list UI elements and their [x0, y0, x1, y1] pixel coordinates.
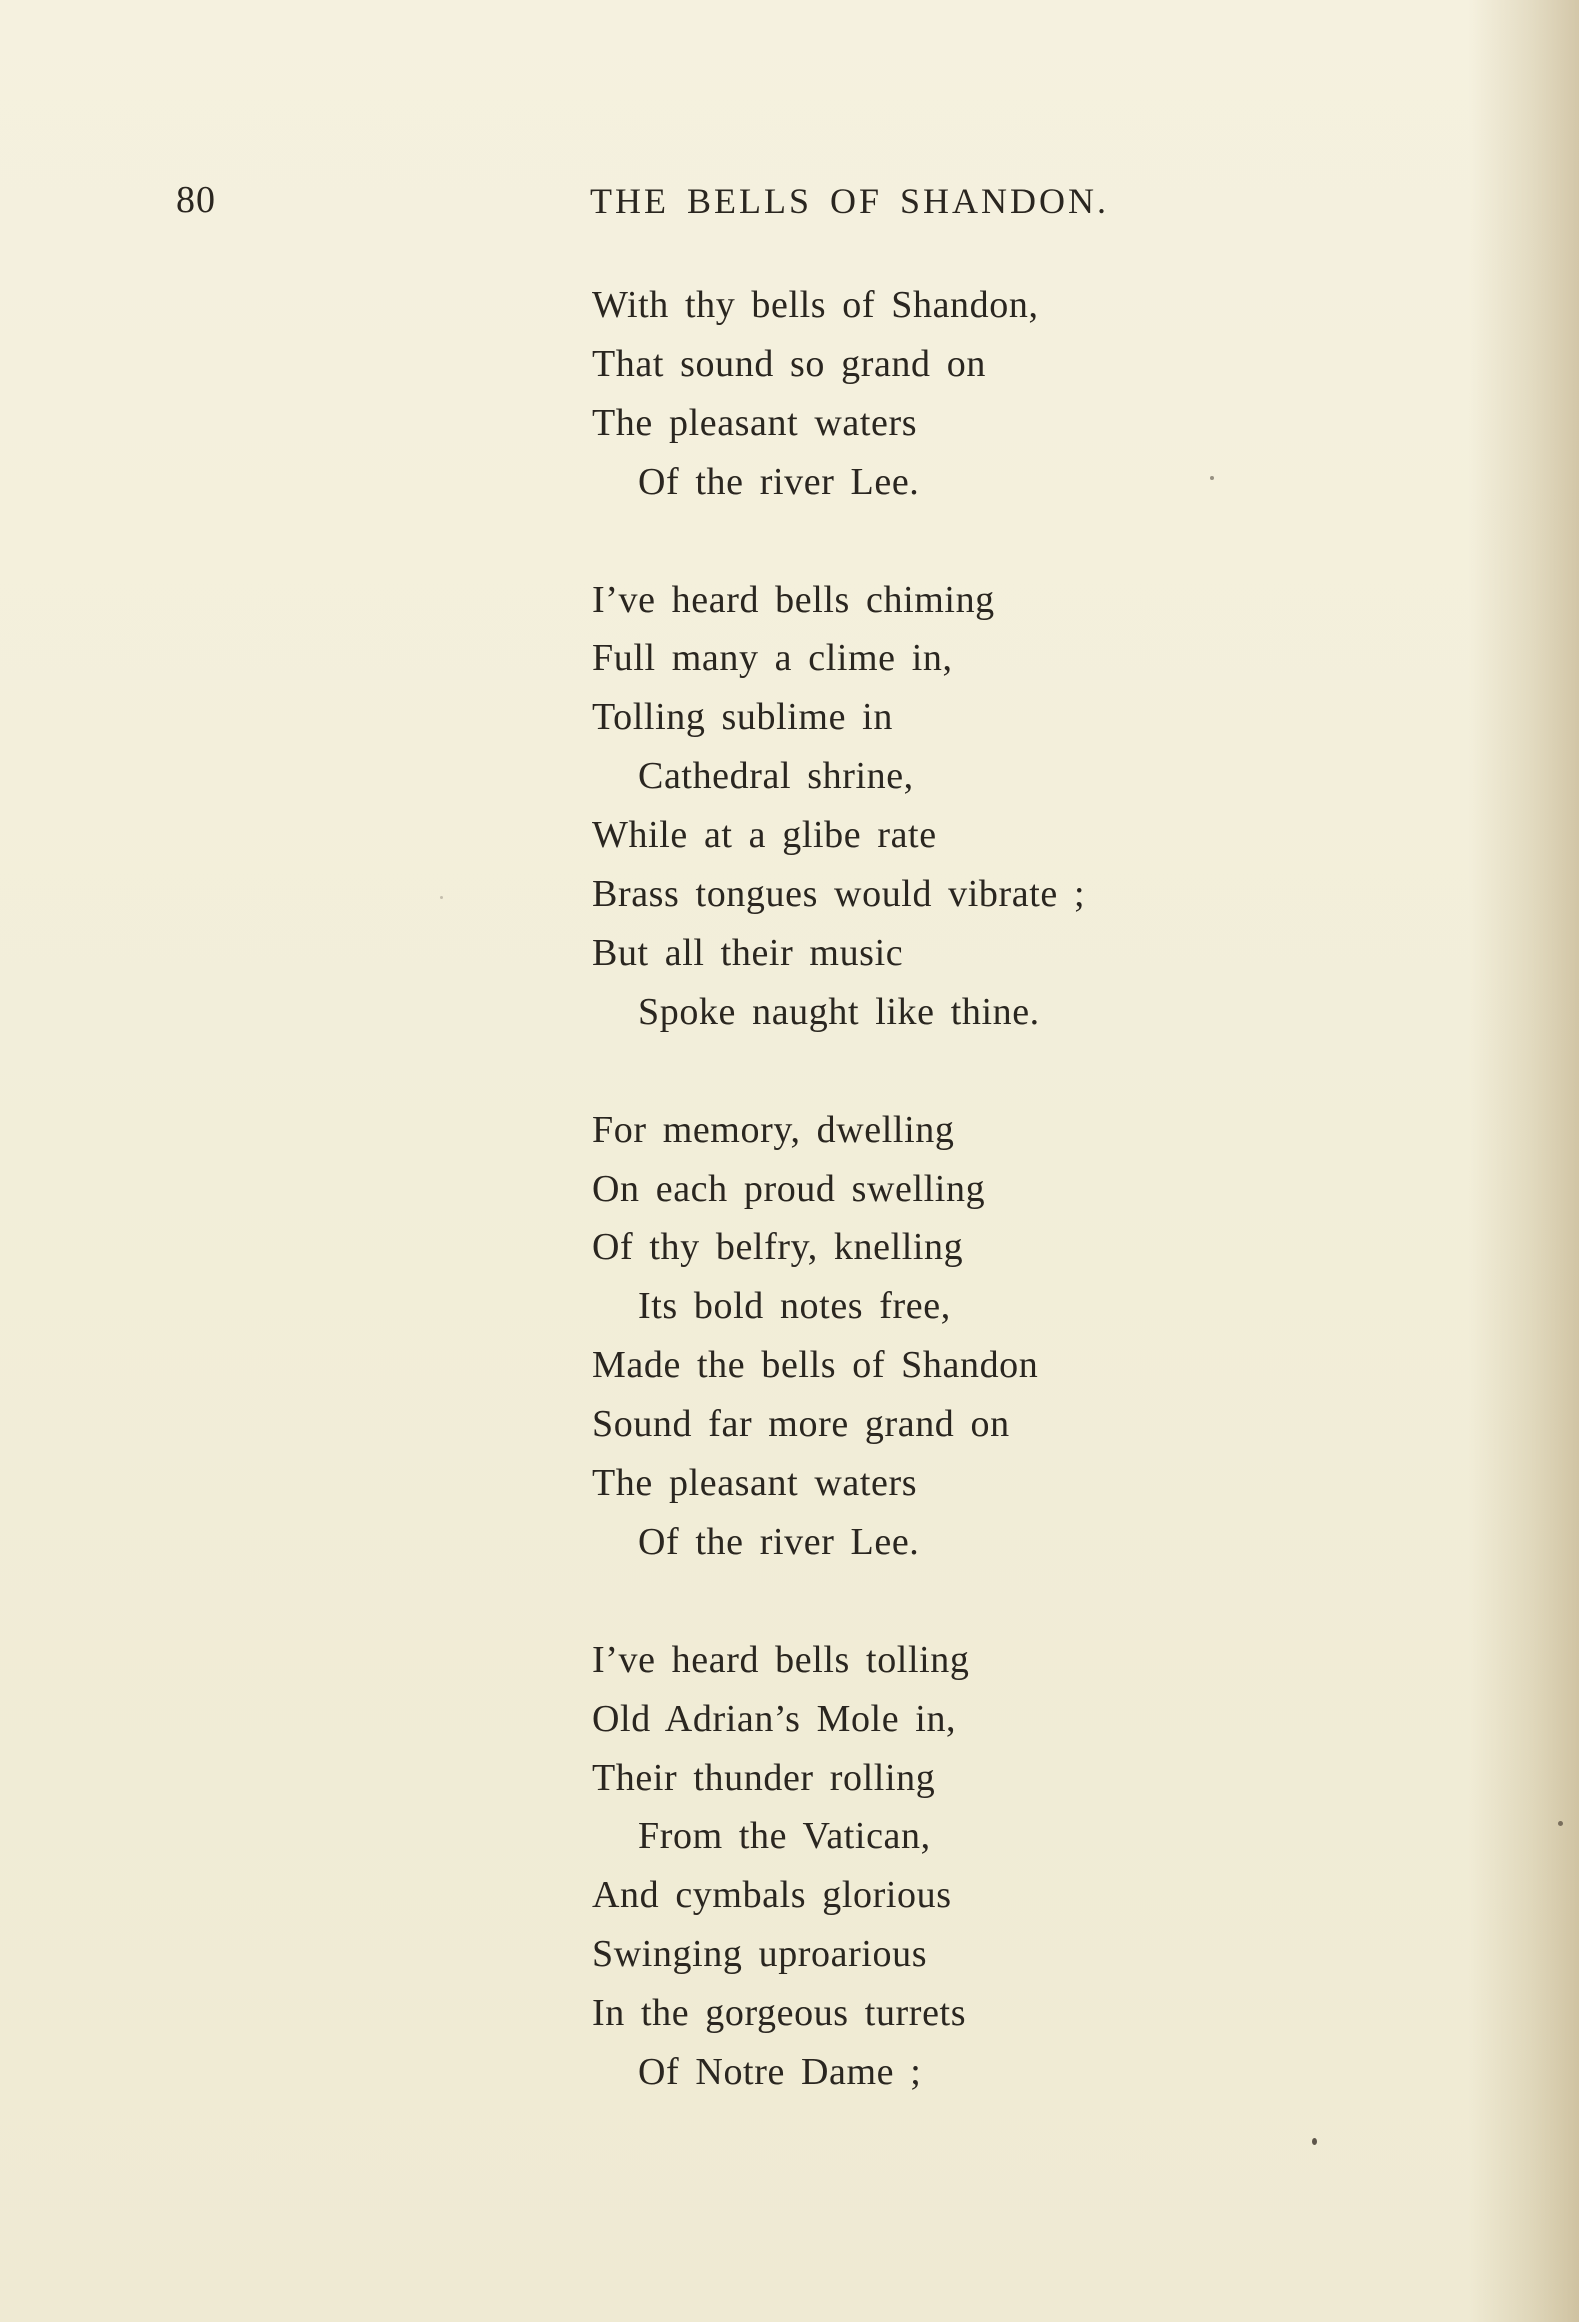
poem-line: In the gorgeous turrets — [592, 1992, 967, 2035]
poem-line: Brass tongues would vibrate ; — [592, 873, 1086, 916]
poem-line: The pleasant waters — [592, 1462, 918, 1505]
ink-speck — [1210, 476, 1214, 480]
poem-line: Made the bells of Shandon — [592, 1344, 1039, 1387]
poem-line: Cathedral shrine, — [638, 755, 914, 798]
stanza — [592, 1631, 1312, 2102]
poem-line: For memory, dwelling — [592, 1108, 955, 1151]
stanza — [592, 276, 1312, 512]
poem-line: Its bold notes free, — [638, 1285, 951, 1328]
poem-line: The pleasant waters — [592, 401, 918, 444]
stanza — [592, 571, 1312, 1042]
poem-line: Their thunder rolling — [592, 1756, 936, 1799]
poem-line: I’ve heard bells chiming — [592, 578, 995, 621]
running-title: THE BELLS OF SHANDON. — [590, 181, 1110, 221]
poem-line: Old Adrian’s Mole in, — [592, 1697, 957, 1740]
poem-line: Of the river Lee. — [638, 460, 920, 503]
poem-line: Tolling sublime in — [592, 696, 893, 739]
poem-line: From the Vatican, — [638, 1815, 931, 1858]
poem-line: Of thy belfry, knelling — [592, 1226, 964, 1269]
poem-line: On each proud swelling — [592, 1167, 986, 1210]
poem-line: Of Notre Dame ; — [638, 2051, 922, 2094]
poem-line: Spoke naught like thine. — [638, 990, 1040, 1033]
poem-line: That sound so grand on — [592, 342, 986, 385]
poem-line: Of the river Lee. — [638, 1520, 920, 1563]
poem-line: Sound far more grand on — [592, 1403, 1010, 1446]
poem-line: Swinging uproarious — [592, 1933, 928, 1976]
stanza — [592, 1101, 1312, 1572]
poem-body — [592, 276, 1312, 2161]
poem-line: And cymbals glorious — [592, 1874, 952, 1917]
poem-line: Full many a clime in, — [592, 637, 953, 680]
poem-line: While at a glibe rate — [592, 814, 937, 857]
ink-speck — [1312, 2138, 1317, 2145]
ink-speck — [440, 896, 443, 899]
page-number: 80 — [176, 179, 216, 221]
ink-speck — [1558, 1821, 1563, 1826]
poem-line: With thy bells of Shandon, — [592, 284, 1039, 326]
poem-line: But all their music — [592, 931, 904, 974]
poem-line: I’ve heard bells tolling — [592, 1638, 970, 1681]
